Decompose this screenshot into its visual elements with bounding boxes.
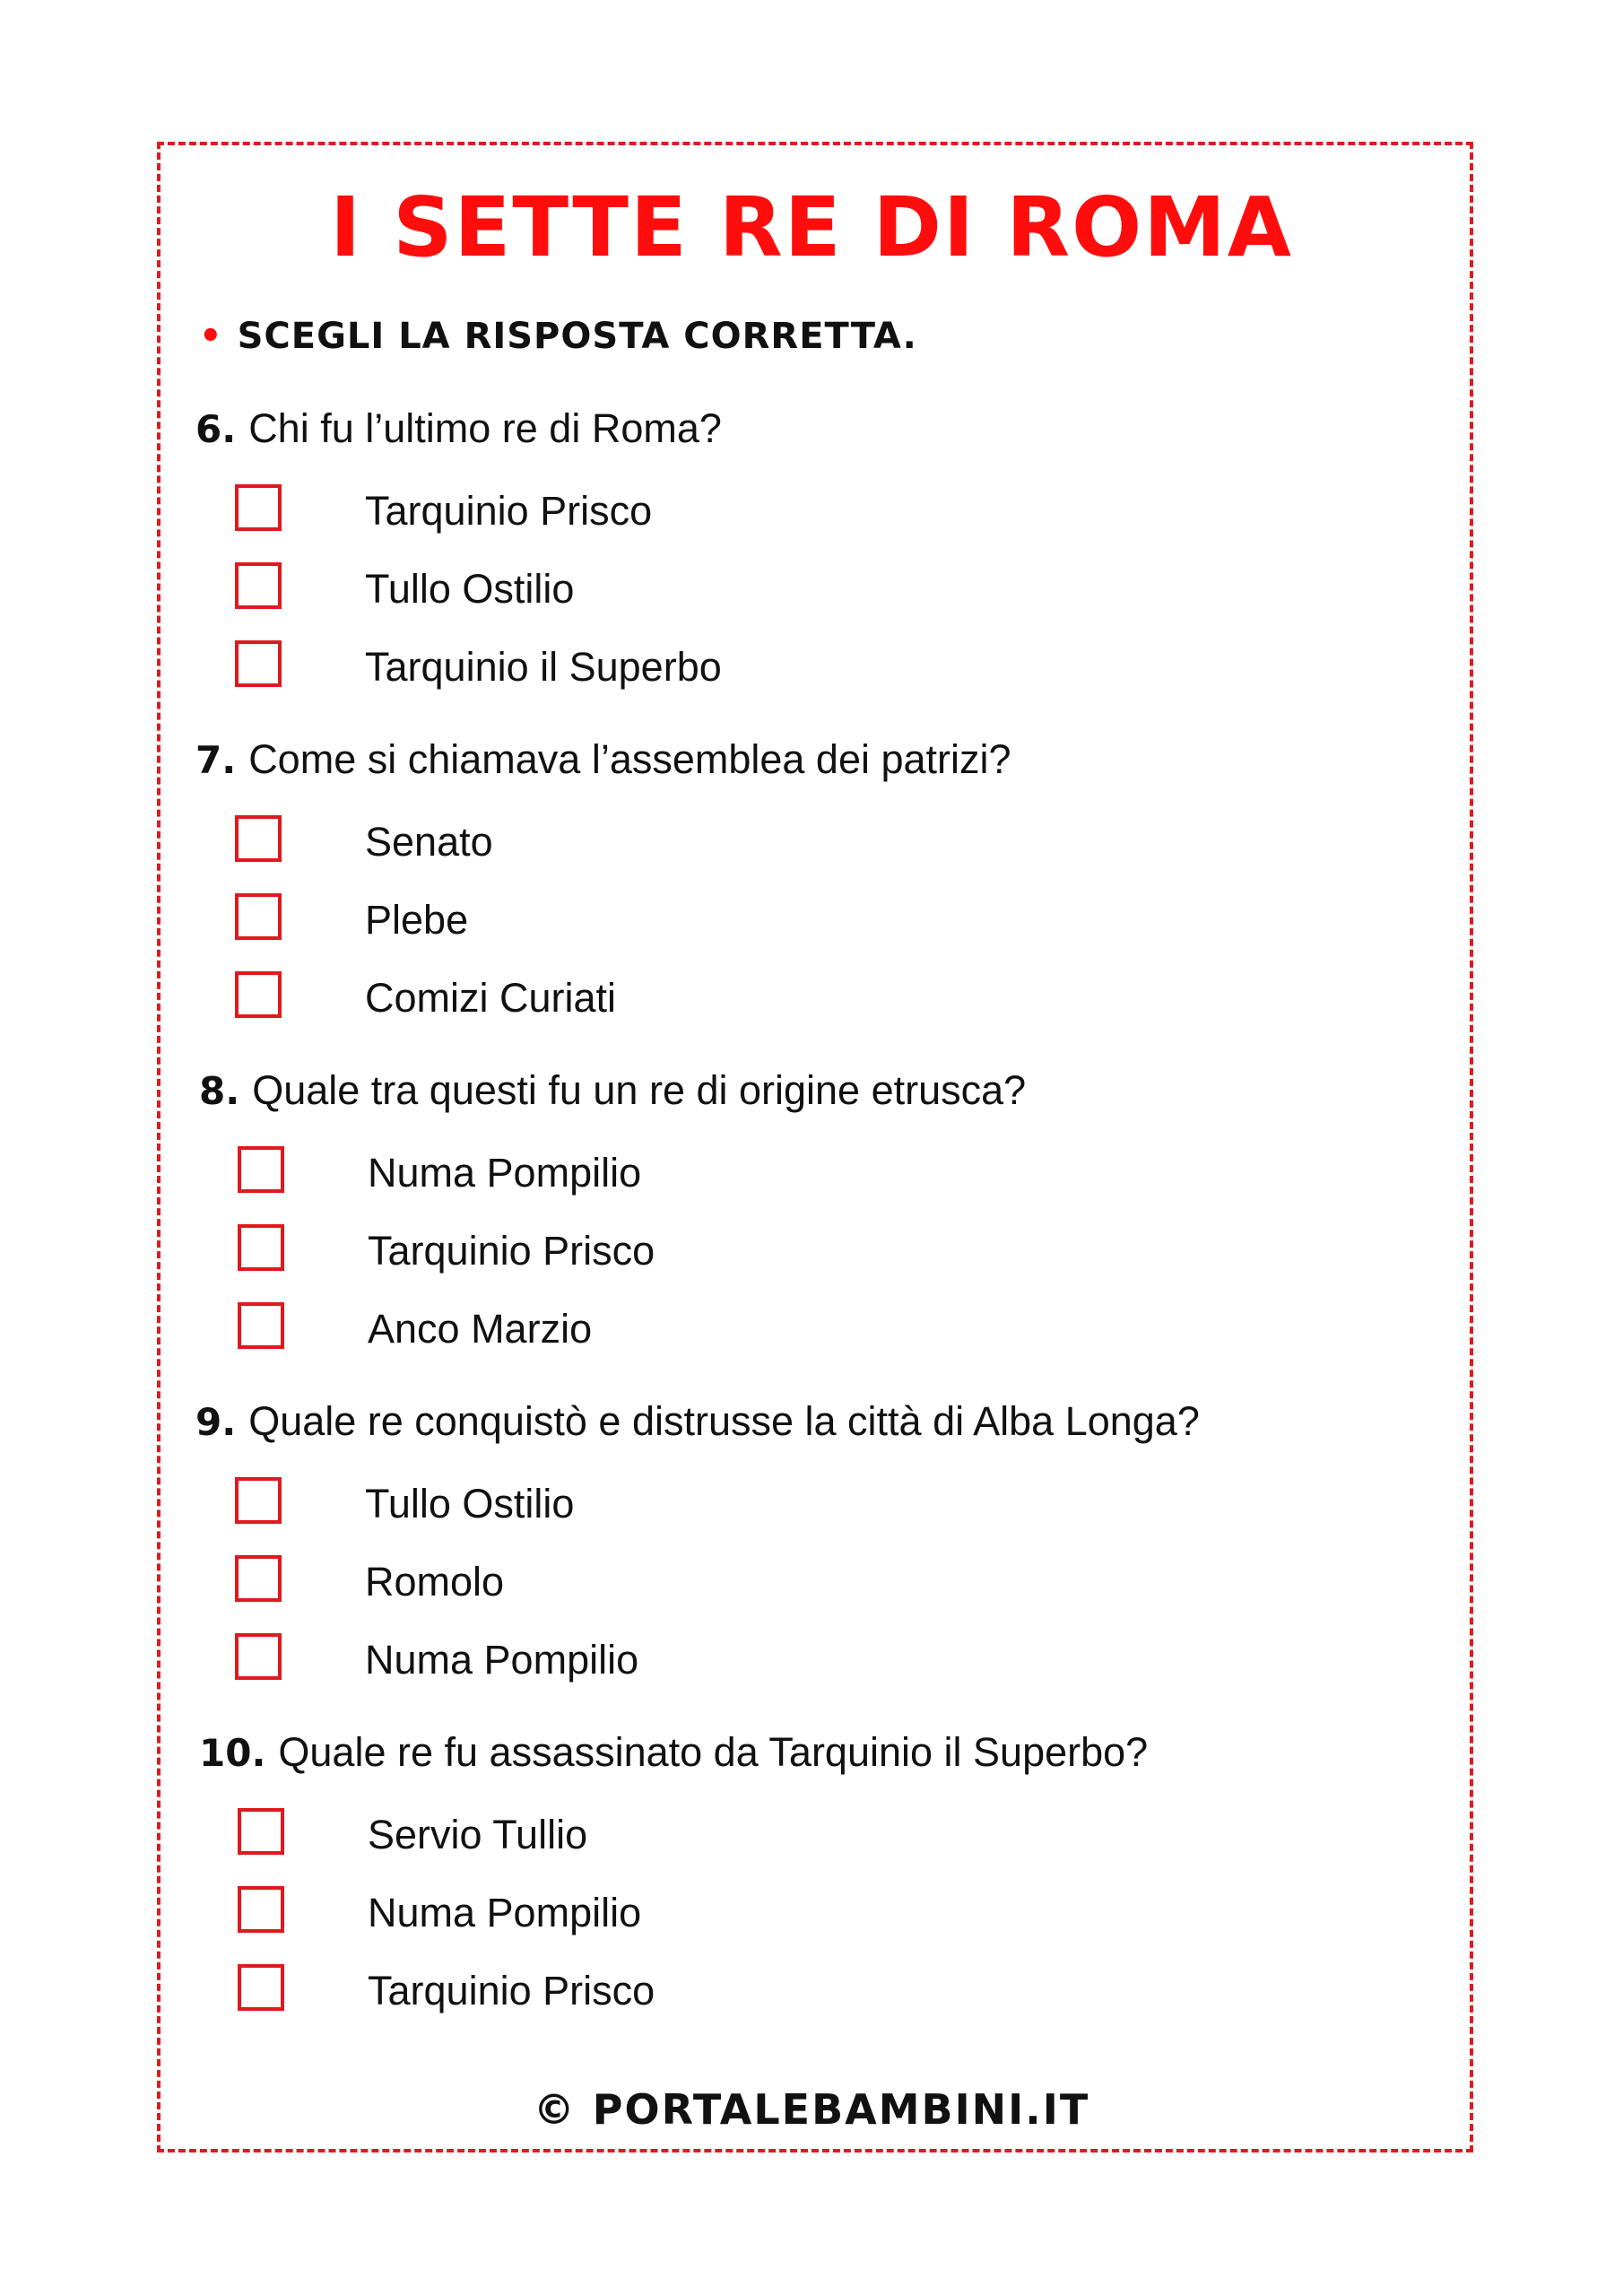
option-label: Numa Pompilio (365, 1637, 639, 1683)
checkbox[interactable] (238, 1302, 284, 1349)
question-number: 9. (195, 1400, 237, 1444)
question-9 (195, 1398, 1200, 1445)
question-number: 8. (199, 1069, 240, 1113)
question-text: Chi fu l’ultimo re di Roma? (248, 405, 722, 451)
question-text: Quale re fu assassinato da Tarquinio il Superbo? (278, 1729, 1149, 1775)
question-number: 7. (195, 738, 237, 782)
checkbox[interactable] (238, 1224, 284, 1271)
option-label: Plebe (365, 897, 469, 943)
question-text: Come si chiamava l’assemblea dei patrizi? (248, 736, 1011, 782)
checkbox[interactable] (235, 640, 282, 687)
option-label: Tarquinio il Superbo (365, 644, 722, 690)
option-label: Anco Marzio (368, 1306, 593, 1352)
instruction (199, 316, 917, 357)
option-label: Comizi Curiati (365, 975, 617, 1021)
question-number: 10. (199, 1731, 266, 1775)
bullet-icon: • (199, 316, 223, 357)
checkbox[interactable] (235, 971, 282, 1018)
question-number: 6. (195, 407, 237, 451)
option-label: Numa Pompilio (368, 1890, 642, 1935)
question-10 (199, 1729, 1148, 1776)
checkbox[interactable] (238, 1886, 284, 1933)
option-label: Tullo Ostilio (365, 1481, 575, 1526)
option-label: Tarquinio Prisco (368, 1228, 655, 1274)
question-8 (199, 1067, 1026, 1114)
checkbox[interactable] (238, 1146, 284, 1193)
copyright-footer: © PORTALEBAMBINI.IT (533, 2085, 1090, 2134)
question-6 (195, 405, 722, 452)
option-label: Numa Pompilio (368, 1150, 642, 1196)
question-text: Quale tra questi fu un re di origine etrusca? (252, 1067, 1027, 1113)
option-label: Tullo Ostilio (365, 566, 575, 612)
checkbox[interactable] (235, 1555, 282, 1602)
checkbox[interactable] (238, 1964, 284, 2011)
checkbox[interactable] (235, 562, 282, 609)
option-label: Tarquinio Prisco (365, 488, 653, 534)
option-label: Tarquinio Prisco (368, 1968, 655, 2013)
checkbox[interactable] (235, 1633, 282, 1680)
page-title: I SETTE RE DI ROMA (329, 179, 1293, 275)
option-label: Romolo (365, 1559, 505, 1605)
checkbox[interactable] (235, 1477, 282, 1524)
option-label: Senato (365, 819, 493, 865)
checkbox[interactable] (235, 484, 282, 531)
question-text: Quale re conquistò e distrusse la città di Alba Longa? (248, 1398, 1200, 1444)
checkbox[interactable] (238, 1808, 284, 1855)
question-7 (195, 736, 1011, 783)
checkbox[interactable] (235, 893, 282, 940)
checkbox[interactable] (235, 815, 282, 862)
option-label: Servio Tullio (368, 1812, 588, 1857)
instruction-text: SCEGLI LA RISPOSTA CORRETTA. (237, 316, 917, 357)
